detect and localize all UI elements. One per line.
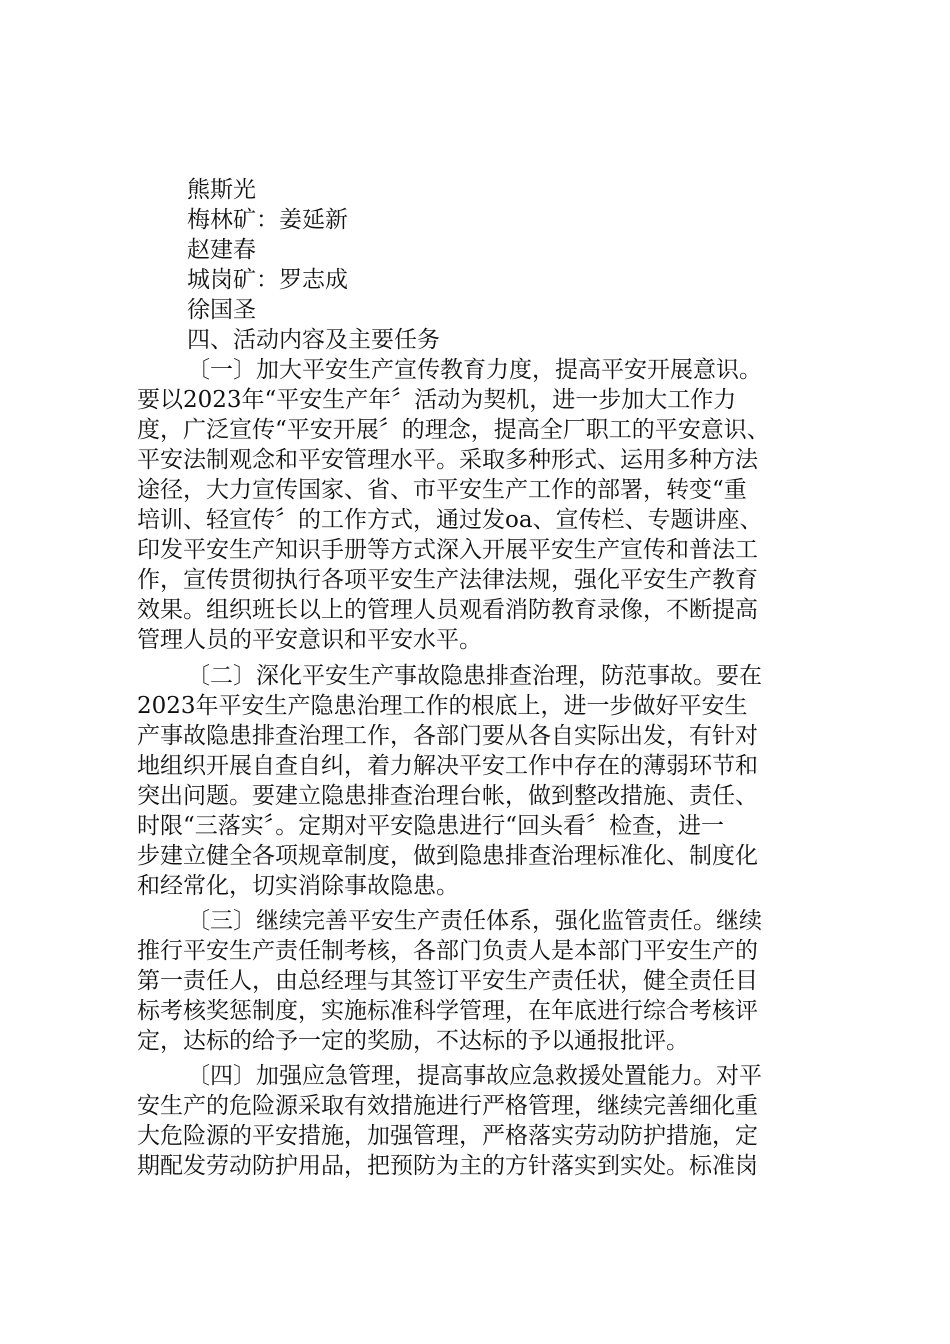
text-line: 度，广泛宣传“平安开展〞的理念，提高全厂职工的平安意识、 bbox=[137, 417, 770, 443]
text-line: 梅林矿：姜延新 bbox=[187, 207, 348, 233]
text-line: 效果。组织班长以上的管理人员观看消防教育录像，不断提高 bbox=[137, 597, 758, 623]
text-line: 标考核奖惩制度，实施标准科学管理，在年底进行综合考核评 bbox=[137, 998, 758, 1024]
text-line: 赵建春 bbox=[187, 237, 256, 263]
text-line: 安生产的危险源采取有效措施进行严格管理，继续完善细化重 bbox=[137, 1093, 758, 1119]
paragraph-start: 〔二〕深化平安生产事故隐患排查治理，防范事故。要在 bbox=[187, 663, 762, 689]
text-line: 时限“三落实〞。定期对平安隐患进行“回头看〞检查，进一 bbox=[137, 813, 725, 839]
text-line: 地组织开展自查自纠，着力解决平安工作中存在的薄弱环节和 bbox=[137, 753, 758, 779]
text-line: 培训、轻宣传〞的工作方式，通过发oa、宣传栏、专题讲座、 bbox=[137, 507, 763, 533]
text-line: 2023年平安生产隐患治理工作的根底上，进一步做好平安生 bbox=[137, 693, 748, 719]
text-line: 要以2023年“平安生产年〞活动为契机，进一步加大工作力 bbox=[137, 387, 737, 413]
text-line: 作，宣传贯彻执行各项平安生产法律法规，强化平安生产教育 bbox=[137, 567, 758, 593]
text-line: 定，达标的给予一定的奖励，不达标的予以通报批评。 bbox=[137, 1028, 689, 1054]
paragraph-start: 〔三〕继续完善平安生产责任体系，强化监管责任。继续 bbox=[187, 908, 762, 934]
text-line: 推行平安生产责任制考核，各部门负责人是本部门平安生产的 bbox=[137, 938, 758, 964]
text-line: 熊斯光 bbox=[187, 177, 256, 203]
text-line: 管理人员的平安意识和平安水平。 bbox=[137, 627, 482, 653]
text-line: 期配发劳动防护用品，把预防为主的方针落实到实处。标准岗 bbox=[137, 1153, 758, 1179]
text-line: 徐国圣 bbox=[187, 297, 256, 323]
text-line: 大危险源的平安措施，加强管理，严格落实劳动防护措施，定 bbox=[137, 1123, 758, 1149]
text-line: 印发平安生产知识手册等方式深入开展平安生产宣传和普法工 bbox=[137, 537, 758, 563]
text-line: 突出问题。要建立隐患排查治理台帐，做到整改措施、责任、 bbox=[137, 783, 758, 809]
text-line: 平安法制观念和平安管理水平。采取多种形式、运用多种方法 bbox=[137, 447, 758, 473]
text-line: 产事故隐患排查治理工作，各部门要从各自实际出发，有针对 bbox=[137, 723, 758, 749]
text-line: 步建立健全各项规章制度，做到隐患排查治理标准化、制度化 bbox=[137, 843, 758, 869]
text-line: 城岗矿：罗志成 bbox=[187, 267, 348, 293]
section-heading: 四、活动内容及主要任务 bbox=[187, 327, 440, 353]
paragraph-start: 〔四〕加强应急管理，提高事故应急救援处置能力。对平 bbox=[187, 1063, 762, 1089]
paragraph-start: 〔一〕加大平安生产宣传教育力度，提高平安开展意识。 bbox=[187, 357, 762, 383]
text-line: 途径，大力宣传国家、省、市平安生产工作的部署，转变“重 bbox=[137, 477, 747, 503]
text-line: 第一责任人，由总经理与其签订平安生产责任状，健全责任目 bbox=[137, 968, 758, 994]
text-line: 和经常化，切实消除事故隐患。 bbox=[137, 873, 459, 899]
